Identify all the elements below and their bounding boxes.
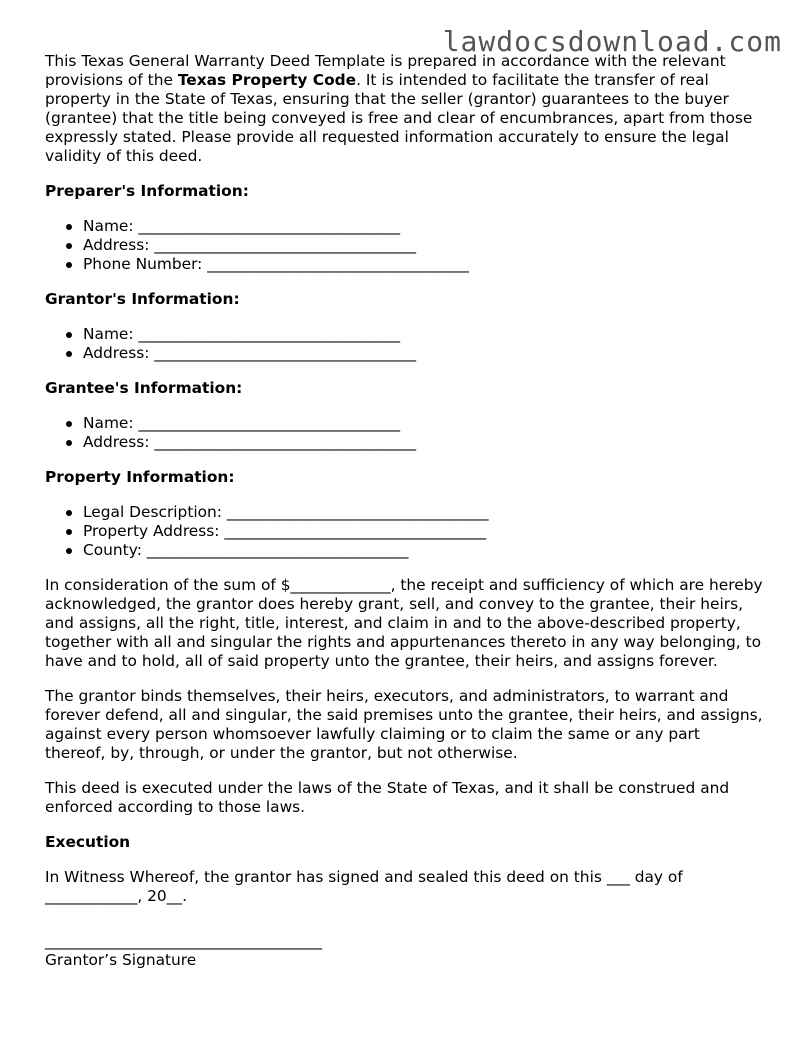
property-legal-description-field: Legal Description: __________________________________ <box>83 503 765 522</box>
signature-line: ____________________________________ <box>45 932 323 950</box>
grantor-name-field: Name: __________________________________ <box>83 325 765 344</box>
intro-bold-code: Texas Property Code <box>177 71 357 89</box>
spacer <box>45 906 765 932</box>
intro-text-1: This Texas General Warranty Deed Template is prepared in accordance with the relevant provisions of the <box>45 52 726 89</box>
grantee-name-field: Name: __________________________________ <box>83 414 765 433</box>
grantee-heading: Grantee's Information: <box>45 379 243 397</box>
property-county-field: County: __________________________________ <box>83 541 765 560</box>
intro-text-2: . It is intended to facilitate the transfer of real property in the State of Texas, ensuring that the seller (grantor) guarantees to the buyer (grantee) that the title being conveyed is free and clear of encumbrances, apart from those expressly stated. Please provide all requested information accurately to ensure the legal validity of this deed. <box>45 71 753 165</box>
execution-heading: Execution <box>45 833 131 851</box>
grantee-list <box>45 414 765 452</box>
watermark: lawdocsdownload.com <box>442 25 782 58</box>
consideration-paragraph: In consideration of the sum of $_____________, the receipt and sufficiency of which are hereby acknowledged, the grantor does hereby grant, sell, and convey to the grantee, their heirs, and assigns, all the right, title, interest, and claim in and to the above-described property, together with all and singular the rights and appurtenances thereto in any way belonging, to have and to hold, all of said property unto the grantee, their heirs, and assigns forever. <box>45 576 763 670</box>
intro-paragraph <box>45 52 765 166</box>
property-heading: Property Information: <box>45 468 235 486</box>
property-address-field: Property Address: __________________________________ <box>83 522 765 541</box>
preparer-list <box>45 217 765 274</box>
governing-law-paragraph: This deed is executed under the laws of the State of Texas, and it shall be construed and enforced according to those laws. <box>45 779 730 816</box>
grantee-address-field: Address: __________________________________ <box>83 433 765 452</box>
preparer-name-field: Name: __________________________________ <box>83 217 765 236</box>
preparer-heading: Preparer's Information: <box>45 182 249 200</box>
document-body <box>45 52 765 970</box>
grantor-heading: Grantor's Information: <box>45 290 240 308</box>
grantor-address-field: Address: __________________________________ <box>83 344 765 363</box>
signature-label: Grantor’s Signature <box>45 951 197 969</box>
property-list <box>45 503 765 560</box>
witness-paragraph: In Witness Whereof, the grantor has signed and sealed this deed on this ___ day of ____________, 20__. <box>45 868 683 905</box>
preparer-address-field: Address: __________________________________ <box>83 236 765 255</box>
grantor-list <box>45 325 765 363</box>
preparer-phone-field: Phone Number: __________________________________ <box>83 255 765 274</box>
warranty-paragraph: The grantor binds themselves, their heirs, executors, and administrators, to warrant and forever defend, all and singular, the said premises unto the grantee, their heirs, and assigns, against every person whomsoever lawfully claiming or to claim the same or any part thereof, by, through, or under the grantor, but not otherwise. <box>45 687 763 762</box>
